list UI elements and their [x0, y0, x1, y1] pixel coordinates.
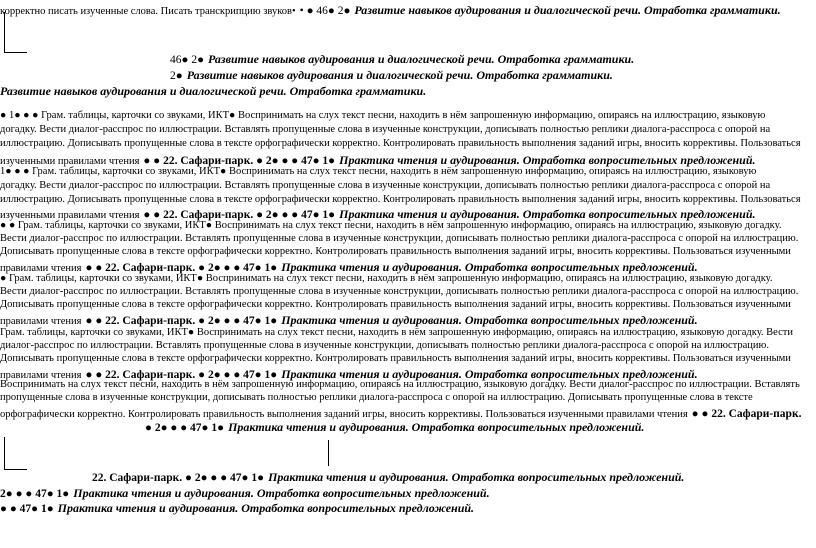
- heading-run: Практика чтения и аудирования. Отработка вопросительных предложений.: [281, 367, 698, 381]
- text-line: ● ● Грам. таблицы, карточки со звуками, ИКТ● Воспринимать на слух текст песни, находить в нём запрошенную информацию, опираясь на иллюстрацию, языковую догадку.: [0, 220, 782, 231]
- lesson-title-run: ● ● 22. Сафари-парк. ● 2● ● ● 47● 1●: [143, 209, 336, 221]
- text-line: диалог-расспрос по иллюстрации. Вставлять пропущенные слова в изученные конструкции, дописывать полностью реплики диалога-расспроса с опорой на иллюстрацию.: [0, 340, 769, 351]
- text-line: Вести диалог-расспрос по иллюстрации. Вставлять пропущенные слова в изученные конструкции, дописывать полностью реплики диалога-расспроса с опорой на иллюстрацию.: [0, 286, 799, 297]
- text-line: [0, 1, 781, 19]
- text-line: 1● ● ● Грам. таблицы, карточки со звуками, ИКТ● Воспринимать на слух текст песни, находить в нём запрошенную информацию, опираясь на иллюстрацию, языковую: [0, 166, 757, 177]
- heading-run: Развитие навыков аудирования и диалогической речи. Отработка грамматики.: [208, 52, 635, 66]
- bullet-run: ● ● 47● 1●: [0, 503, 54, 515]
- text-line: [145, 418, 644, 436]
- text-run: орфографически корректно. Контролировать правильность выполнения заданий игры, вносить коррективы. Пользоваться изученными правилами чтения: [0, 409, 688, 420]
- bullet-run: ● 2● ● ● 47● 1●: [145, 422, 225, 434]
- lesson-title-run: 22. Сафари-парк. ● 2● ● ● 47● 1●: [92, 472, 265, 484]
- lesson-title-run: ● ● 22. Сафари-парк.: [691, 408, 802, 420]
- text-line: ● 1● ● ● Грам. таблицы, карточки со звуками, ИКТ● Воспринимать на слух текст песни, находить в нём запрошенную информацию, опираясь на иллюстрацию, языковую: [0, 110, 766, 121]
- heading-run: Практика чтения и аудирования. Отработка вопросительных предложений.: [339, 153, 756, 167]
- heading-run: Развитие навыков аудирования и диалогической речи. Отработка грамматики.: [354, 3, 781, 17]
- text-line: пропущенные слова в изученные конструкции, дописывать полностью реплики диалога-расспроса с опорой на иллюстрацию. Дописывать пропущенные слова в тексте: [0, 392, 753, 403]
- heading-run: Развитие навыков аудирования и диалогической речи. Отработка грамматики.: [186, 68, 613, 82]
- text-run: изученными правилами чтения: [0, 210, 140, 221]
- heading-run: Развитие навыков аудирования и диалогической речи. Отработка грамматики.: [0, 84, 427, 98]
- text-line: догадку. Вести диалог-расспрос по иллюстрации. Вставлять пропущенные слова в изученные конструкции, дописывать полностью реплики диалога-расспроса с опорой на: [0, 124, 771, 135]
- text-run: правилами чтения: [0, 263, 82, 274]
- text-line: Воспринимать на слух текст песни, находить в нём запрошенную информацию, опираясь на иллюстрацию, языковую догадку. Вести диалог-расспрос по иллюстрации. Вставлять: [0, 379, 800, 390]
- heading-run: Практика чтения и аудирования. Отработка вопросительных предложений.: [339, 207, 756, 221]
- bullet-run: • ● 46● 2●: [299, 5, 351, 17]
- bullet-run: 2●: [170, 70, 183, 82]
- text-run: правилами чтения: [0, 316, 82, 327]
- text-line: Дописывать пропущенные слова в тексте орфографически корректно. Контролировать правильность выполнения заданий игры, вносить коррективы. Пользоваться изученными: [0, 299, 791, 310]
- heading-run: Практика чтения и аудирования. Отработка вопросительных предложений.: [281, 313, 698, 327]
- heading-run: Практика чтения и аудирования. Отработка вопросительных предложений.: [73, 486, 490, 500]
- text-line: Грам. таблицы, карточки со звуками, ИКТ● Воспринимать на слух текст песни, находить в нём запрошенную информацию, опираясь на иллюстрацию, языковую догадку. Вести: [0, 327, 793, 338]
- lesson-title-run: ● ● 22. Сафари-парк. ● 2● ● ● 47● 1●: [85, 315, 278, 327]
- text-line: Вести диалог-расспрос по иллюстрации. Вставлять пропущенные слова в изученные конструкции, дописывать полностью реплики диалога-расспроса с опорой на иллюстрацию.: [0, 233, 799, 244]
- heading-run: Практика чтения и аудирования. Отработка вопросительных предложений.: [57, 501, 475, 515]
- text-line: догадку. Вести диалог-расспрос по иллюстрации. Вставлять пропущенные слова в изученные конструкции, дописывать полностью реплики диалога-расспроса с опорой на: [0, 180, 771, 191]
- text-run: правилами чтения: [0, 370, 82, 381]
- lesson-title-run: ● ● 22. Сафари-парк. ● 2● ● ● 47● 1●: [85, 369, 278, 381]
- bullet-run: 46● 2●: [170, 54, 205, 66]
- heading-run: Практика чтения и аудирования. Отработка вопросительных предложений.: [228, 420, 645, 434]
- lesson-title-run: ● ● 22. Сафари-парк. ● 2● ● ● 47● 1●: [85, 262, 278, 274]
- heading-line: [0, 82, 426, 100]
- bullet-run: 2● ● ● 47● 1●: [0, 488, 70, 500]
- text-line: иллюстрацию. Дописывать пропущенные слова в тексте орфографически корректно. Контролировать правильность выполнения заданий игры, вносить коррективы. Пользоваться: [0, 138, 801, 149]
- text-line: Дописывать пропущенные слова в тексте орфографически корректно. Контролировать правильность выполнения заданий игры, вносить коррективы. Пользоваться изученными: [0, 246, 791, 257]
- heading-run: Практика чтения и аудирования. Отработка вопросительных предложений.: [268, 470, 685, 484]
- text-line: ● Грам. таблицы, карточки со звуками, ИКТ● Воспринимать на слух текст песни, находить в нём запрошенную информацию, опираясь на иллюстрацию, языковую догадку.: [0, 273, 773, 284]
- text-line: иллюстрацию. Дописывать пропущенные слова в тексте орфографически корректно. Контролировать правильность выполнения заданий игры, вносить коррективы. Пользоваться: [0, 194, 801, 205]
- text-run: корректно писать изученные слова. Писать транскрипцию звуков•: [0, 6, 296, 17]
- divider-line: [328, 440, 329, 466]
- heading-run: Практика чтения и аудирования. Отработка вопросительных предложений.: [281, 260, 698, 274]
- text-line: Дописывать пропущенные слова в тексте орфографически корректно. Контролировать правильность выполнения заданий игры, вносить коррективы. Пользоваться изученными: [0, 353, 791, 364]
- text-run: изученными правилами чтения: [0, 156, 140, 167]
- corner-box-2: [4, 437, 27, 470]
- text-line: [0, 499, 474, 517]
- lesson-title-run: ● ● 22. Сафари-парк. ● 2● ● ● 47● 1●: [143, 155, 336, 167]
